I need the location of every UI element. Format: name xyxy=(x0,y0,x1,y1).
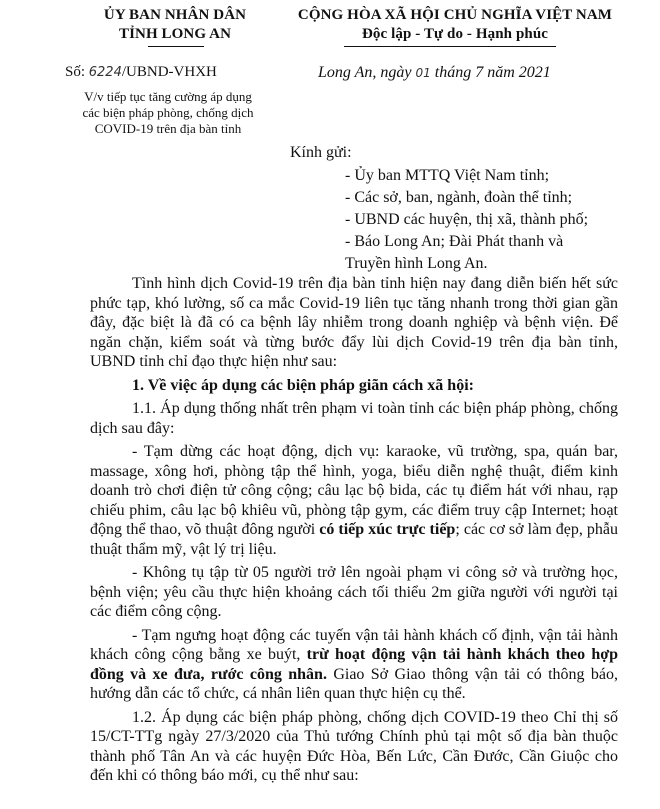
bullet-suspend-text: - Tạm dừng các hoạt động, dịch vụ: karaoke, vũ trường, spa, quán bar, massage, xông hơi, phòng tập thể hình, yoga, biểu diễn nghệ thuật, điểm kinh doanh trò chơi điện tử công cộng; câu lạc bộ bida, các tụ điểm hát với nhau, rạp chiếu phim, câu lạc bộ khiêu vũ, phòng tập gym, các điểm truy cập Internet; hoạt động thể thao, võ thuật đông người xyxy=(90,443,618,538)
section-1-1-paragraph: 1.1. Áp dụng thống nhất trên phạm vi toàn tỉnh các biện pháp phòng, chống dịch sau đây: xyxy=(90,400,618,437)
bullet-suspend-tail: ; các cơ sở làm đẹp, phẫu thuật thẩm mỹ, vật lý trị liệu. xyxy=(90,521,618,558)
subject-line-3: COVID-19 trên địa bàn tỉnh xyxy=(94,121,242,136)
recipient-item: Truyền hình Long An. xyxy=(345,255,488,272)
motto-underline xyxy=(344,46,556,47)
nation-motto: Độc lập - Tự do - Hạnh phúc xyxy=(361,26,549,42)
document-number-handwritten: 6224 xyxy=(88,65,122,80)
document-body xyxy=(90,274,618,786)
recipient-item: - Báo Long An; Đài Phát thanh và xyxy=(345,233,564,250)
recipients-label: Kính gửi: xyxy=(290,144,352,161)
recipient-item: - Các sở, ban, ngành, đoàn thể tỉnh; xyxy=(345,189,573,206)
nation-line-1: CỘNG HÒA XÃ HỘI CHỦ NGHĨA VIỆT NAM xyxy=(297,7,613,23)
recipients-list xyxy=(345,165,615,275)
date-suffix: tháng 7 năm 2021 xyxy=(430,64,551,81)
bullet-transport-bold: trừ hoạt động vận tải hành khách theo hợp đồng và xe đưa, rước công nhân. xyxy=(90,646,618,683)
document-date xyxy=(318,64,551,82)
section-1-2-paragraph: 1.2. Áp dụng các biện pháp phòng, chống dịch COVID-19 theo Chỉ thị số 15/CT-TTg ngày 27/3/2020 của Thủ tướng Chính phủ tại một số địa bàn thuộc thành phố Tân An và các huyện Đức Hòa, Bến Lức, Cần Đước, Cần Giuộc cho đến khi có thông báo mới, cụ thể như sau: xyxy=(90,708,618,784)
agency-line-2: TỈNH LONG AN xyxy=(118,26,232,42)
recipient-item: - Ủy ban MTTQ Việt Nam tỉnh; xyxy=(345,167,550,184)
nation-header xyxy=(260,6,650,44)
document-subject xyxy=(58,89,278,137)
bullet-transport-text: - Tạm ngưng hoạt động các tuyến vận tải hành khách cố định, vận tải hành khách công cộng bằng xe buýt, xyxy=(90,626,618,663)
bullet-suspend-bold: có tiếp xúc trực tiếp xyxy=(319,521,456,538)
intro-paragraph: Tình hình dịch Covid-19 trên địa bàn tỉnh hiện nay đang diễn biến hết sức phức tạp, khó lường, số ca mắc Covid-19 liên tục tăng nhanh trong thời gian gần đây, đặc biệt là đã có ca bệnh lây nhiễm trong doanh nghiệp và bệnh viện. Để ngăn chặn, kiểm soát và từng bước đẩy lùi dịch Covid-19 trên địa bàn tỉnh, UBND tỉnh chỉ đạo thực hiện như sau: xyxy=(90,275,618,370)
subject-line-1: V/v tiếp tục tăng cường áp dụng xyxy=(84,89,252,104)
subject-line-2: các biện pháp phòng, chống dịch xyxy=(82,105,254,120)
document-number-suffix: /UBND-VHXH xyxy=(121,64,217,80)
bullet-no-gathering: - Không tụ tập từ 05 người trở lên ngoài phạm vi công sở và trường học, bệnh viện; yêu cầu thực hiện khoảng cách tối thiểu 2m giữa người với người tại các điểm công cộng. xyxy=(90,564,618,620)
agency-underline xyxy=(148,46,204,47)
date-day-handwritten: 01 xyxy=(415,66,431,80)
bullet-transport-tail: Giao Sở Giao thông vận tải có thông báo, hướng dẫn các tổ chức, cá nhân liên quan thực hiện cụ thể. xyxy=(90,665,618,702)
recipient-item: - UBND các huyện, thị xã, thành phố; xyxy=(345,211,589,228)
section-1-heading: 1. Về việc áp dụng các biện pháp giãn cách xã hội: xyxy=(132,376,474,394)
agency-line-1: ỦY BAN NHÂN DÂN xyxy=(103,7,247,23)
bullet-transport xyxy=(90,626,618,704)
bullet-suspend-services xyxy=(90,442,618,559)
document-number xyxy=(65,64,217,81)
date-prefix: Long An, ngày xyxy=(318,64,416,81)
document-number-prefix: Số: xyxy=(65,64,89,80)
agency-header xyxy=(60,6,290,44)
